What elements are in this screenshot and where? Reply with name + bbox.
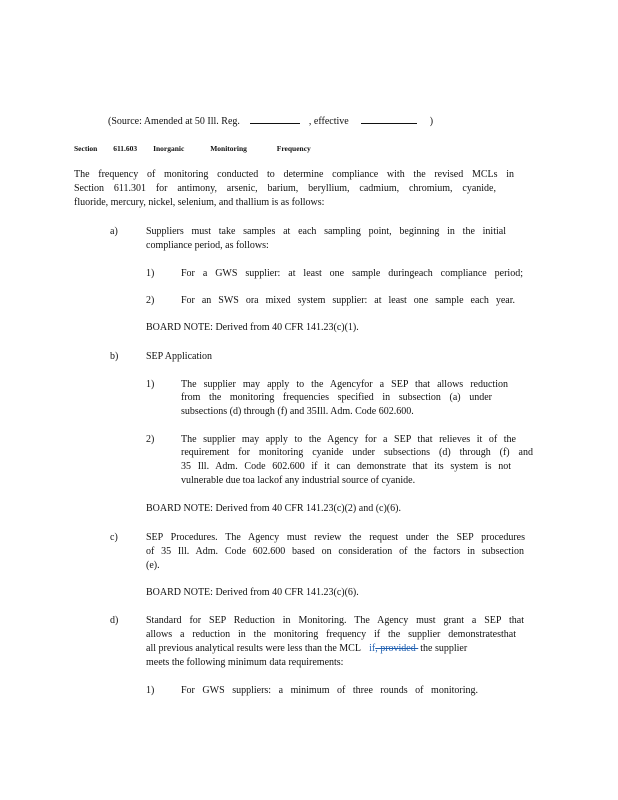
- subsection-d-line-2: allows a reduction in the monitoring frequency if the supplier demonstratesthat: [146, 629, 516, 640]
- b-item-1-line-3: subsections (d) through (f) and 35Ill. Adm. Code 602.600.: [181, 406, 414, 417]
- section-label: Section: [74, 144, 98, 153]
- subsection-a-label: a): [110, 226, 118, 237]
- inserted-text: if: [369, 643, 376, 654]
- subsection-d-line-1: Standard for SEP Reduction in Monitoring. The Agency must grant a SEP that: [146, 615, 524, 626]
- section-header: [74, 143, 311, 155]
- section-title-word-3: Frequency: [276, 144, 311, 153]
- source-close: ): [429, 116, 434, 127]
- intro-line-1: The frequency of monitoring conducted to determine compliance with the revised MCLs in: [74, 169, 514, 180]
- b-item-2-line-1: The supplier may apply to the Agency for a SEP that relieves it of the: [181, 434, 516, 445]
- subsection-c-line-3: (e).: [146, 560, 160, 571]
- a-item-2-text: For an SWS ora mixed system supplier: at least one sample each year.: [181, 295, 515, 306]
- source-line: [108, 114, 433, 128]
- b-item-2-line-3: 35 Ill. Adm. Code 602.600 if it can demonstrate that its system is not: [181, 461, 511, 472]
- section-number: 611.603: [113, 144, 138, 153]
- b-item-1-label: 1): [146, 379, 155, 390]
- effective-date-blank: [361, 114, 417, 124]
- b-item-2-line-2: requirement for monitoring cyanide under subsections (d) through (f) and: [181, 447, 533, 458]
- intro-line-2: Section 611.301 for antimony, arsenic, barium, beryllium, cadmium, chromium, cyanide,: [74, 183, 496, 194]
- b-item-2-label: 2): [146, 434, 155, 445]
- source-prefix: (Source: Amended at 50 Ill. Reg.: [108, 116, 240, 127]
- subsection-d-label: d): [110, 615, 119, 626]
- register-volume-blank: [250, 114, 300, 124]
- b-item-1-line-1: The supplier may apply to the Agencyfor a SEP that allows reduction: [181, 379, 508, 390]
- effective-label: , effective: [308, 116, 349, 127]
- subsection-c-label: c): [110, 532, 118, 543]
- subsection-a-line-1: Suppliers must take samples at each sampling point, beginning in the initial: [146, 226, 506, 237]
- d-line-3-tail: the supplier: [420, 643, 468, 654]
- intro-line-3: fluoride, mercury, nickel, selenium, and thallium is as follows:: [74, 197, 325, 208]
- d-item-1-label: 1): [146, 685, 155, 696]
- subsection-b-label: b): [110, 351, 119, 362]
- subsection-d-line-3: [146, 643, 467, 655]
- subsection-b-title: SEP Application: [146, 351, 213, 362]
- a-board-note: BOARD NOTE: Derived from 40 CFR 141.23(c)(1).: [146, 322, 359, 333]
- deleted-text: , provided: [375, 643, 419, 654]
- subsection-c-line-1: SEP Procedures. The Agency must review the request under the SEP procedures: [146, 532, 525, 543]
- a-item-2-label: 2): [146, 295, 155, 306]
- section-title-word-2: Monitoring: [210, 144, 247, 153]
- b-item-1-line-2: from the monitoring frequencies specified in subsection (a) under: [181, 392, 492, 403]
- subsection-c-line-2: of 35 Ill. Adm. Code 602.600 based on consideration of the factors in subsection: [146, 546, 524, 557]
- d-line-3-text: all previous analytical results were less than the MCL: [146, 643, 361, 654]
- a-item-1-label: 1): [146, 268, 155, 279]
- section-title-word-1: Inorganic: [153, 144, 185, 153]
- subsection-a-line-2: compliance period, as follows:: [146, 240, 269, 251]
- subsection-d-line-4: meets the following minimum data requirements:: [146, 657, 344, 668]
- a-item-1-text: For a GWS supplier: at least one sample duringeach compliance period;: [181, 268, 523, 279]
- b-board-note: BOARD NOTE: Derived from 40 CFR 141.23(c)(2) and (c)(6).: [146, 503, 401, 514]
- b-item-2-line-4: vulnerable due toa lackof any industrial source of cyanide.: [181, 475, 416, 486]
- c-board-note: BOARD NOTE: Derived from 40 CFR 141.23(c)(6).: [146, 587, 359, 598]
- d-item-1-text: For GWS suppliers: a minimum of three rounds of monitoring.: [181, 685, 478, 696]
